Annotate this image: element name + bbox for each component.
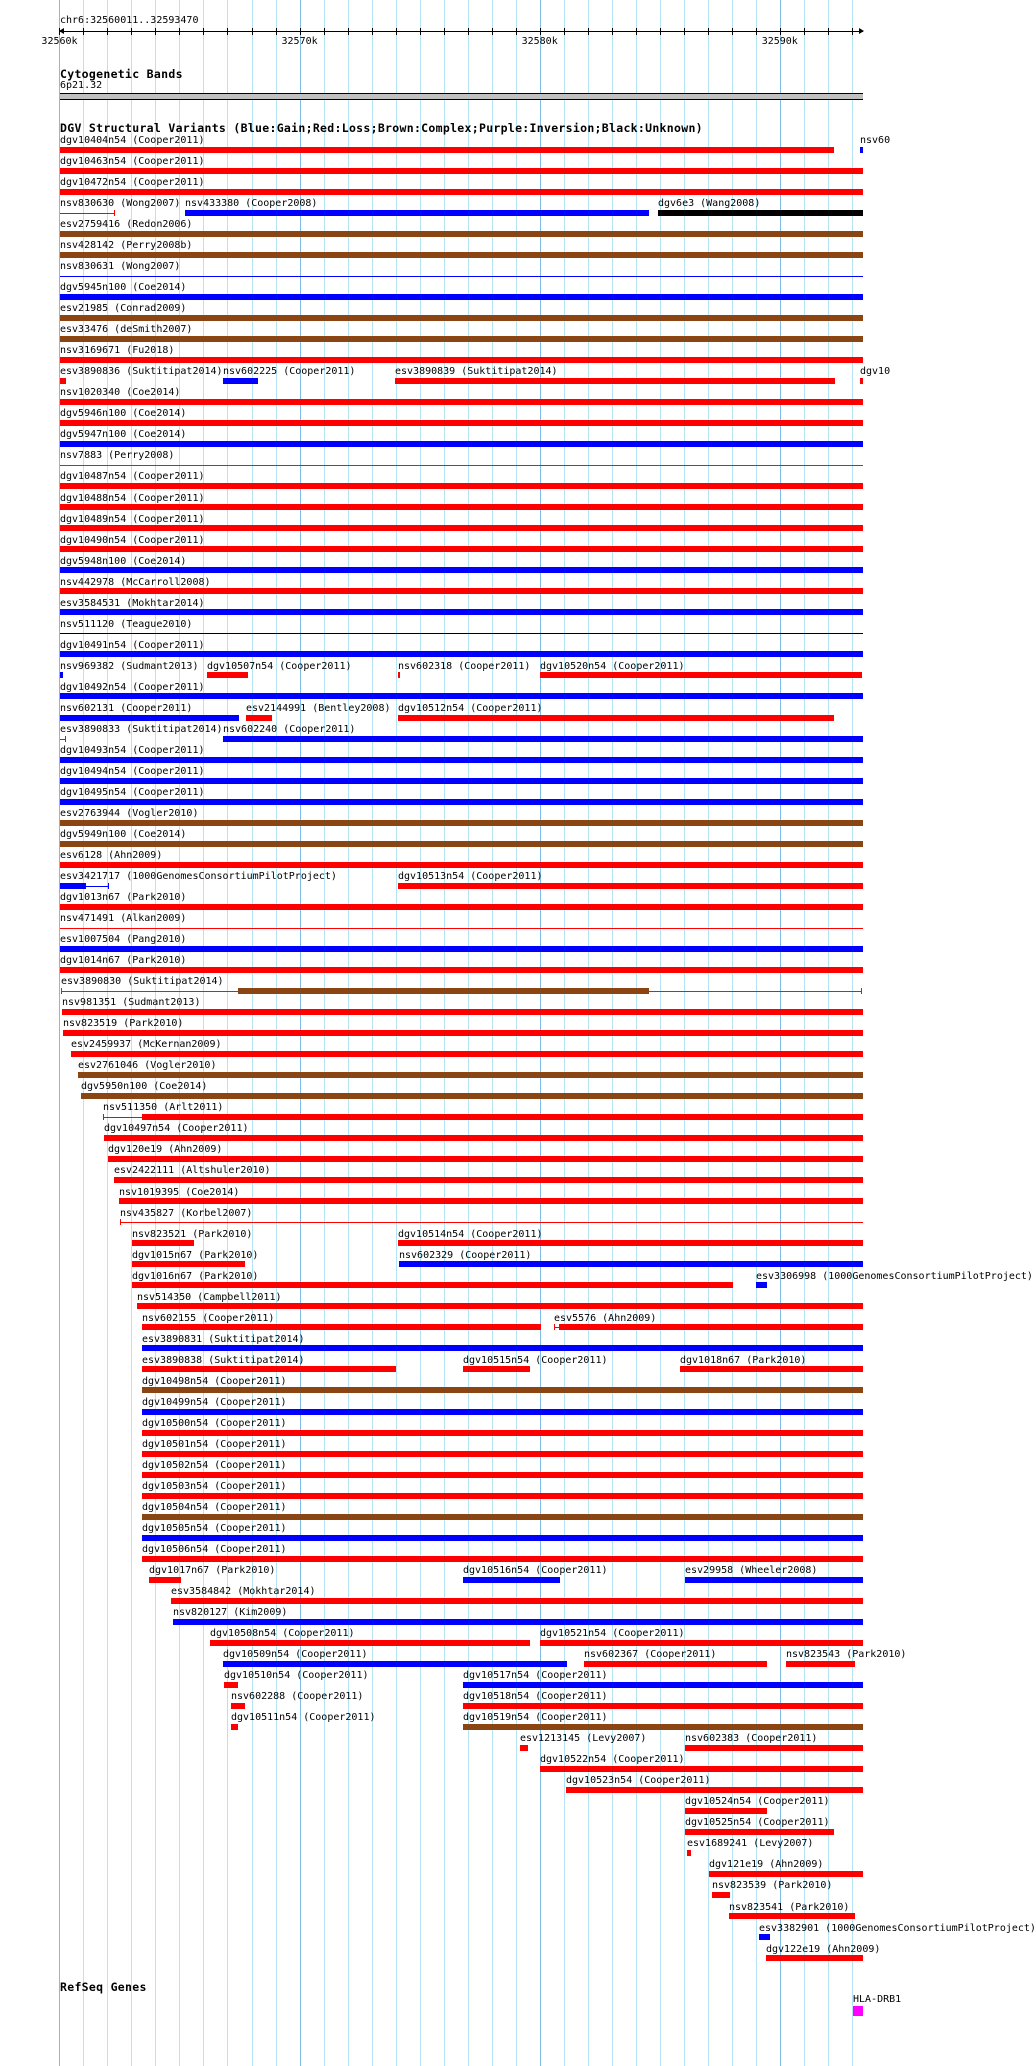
variant-bar[interactable]	[860, 147, 863, 153]
ruler-axis-line	[60, 31, 863, 32]
variant-bar[interactable]	[142, 1514, 863, 1520]
variant-label: dgv5948n100 (Coe2014)	[60, 555, 187, 567]
ruler-tick	[492, 28, 493, 35]
variant-label: dgv1018n67 (Park2010)	[680, 1354, 807, 1366]
variant-bar[interactable]	[60, 693, 863, 699]
variant-label: esv3890830 (Suktitipat2014)	[61, 976, 224, 988]
variant-label: dgv5950n100 (Coe2014)	[81, 1081, 208, 1093]
variant-bar[interactable]	[463, 1724, 863, 1730]
ruler-tick	[324, 28, 325, 35]
ruler-tick	[83, 28, 84, 35]
variant-label: dgv10488n54 (Cooper2011)	[60, 492, 205, 504]
variant-label: dgv10463n54 (Cooper2011)	[60, 156, 205, 168]
variant-bar[interactable]	[132, 1282, 733, 1288]
variant-label: nsv823539 (Park2010)	[712, 1880, 833, 1892]
location-label: chr6:32560011..32593470	[60, 15, 199, 26]
variant-bar[interactable]	[658, 210, 863, 216]
variant-label: dgv10404n54 (Cooper2011)	[60, 135, 205, 146]
variant-label: dgv10515n54 (Cooper2011)	[463, 1354, 608, 1366]
variant-label: nsv823519 (Park2010)	[63, 1018, 184, 1030]
gene-feature[interactable]	[853, 2006, 863, 2016]
variant-bar[interactable]	[60, 546, 863, 552]
variant-label: esv3306998 (1000GenomesConsortiumPilotProject)	[756, 1270, 1033, 1282]
variant-thin-line[interactable]	[60, 465, 863, 466]
variant-end-tick	[108, 883, 109, 889]
variant-bar[interactable]	[71, 1051, 863, 1057]
variant-label: esv3890838 (Suktitipat2014)	[142, 1354, 305, 1366]
cytoband-label: 6p21.32	[60, 80, 103, 91]
variant-label: dgv5945n100 (Coe2014)	[60, 282, 187, 294]
variant-label: dgv6e3 (Wang2008)	[658, 198, 761, 210]
variant-label: dgv1017n67 (Park2010)	[149, 1565, 276, 1577]
variant-end-tick	[61, 988, 62, 994]
variant-label: dgv10502n54 (Cooper2011)	[142, 1459, 287, 1471]
variant-bar[interactable]	[60, 231, 863, 237]
variant-bar[interactable]	[860, 378, 863, 384]
variant-bar[interactable]	[540, 1766, 863, 1772]
variant-label: dgv10490n54 (Cooper2011)	[60, 534, 205, 546]
variant-label: esv3890833 (Suktitipat2014)	[60, 723, 223, 735]
variant-label: dgv120e19 (Ahn2009)	[108, 1144, 223, 1156]
variant-bar[interactable]	[142, 1324, 541, 1330]
variant-bar[interactable]	[223, 736, 863, 742]
refseq-track-title: RefSeq Genes	[60, 1980, 147, 1994]
variant-bar[interactable]	[60, 147, 834, 153]
variant-label: dgv10491n54 (Cooper2011)	[60, 639, 205, 651]
ruler-tick	[420, 28, 421, 35]
variant-bar[interactable]	[463, 1703, 863, 1709]
ruler-tick-label: 32580k	[521, 36, 558, 47]
variant-label: dgv1015n67 (Park2010)	[132, 1249, 259, 1261]
variant-label: esv21985 (Conrad2009)	[60, 303, 187, 315]
variant-label: nsv471491 (Alkan2009)	[60, 913, 187, 925]
variant-bar[interactable]	[60, 820, 863, 826]
variant-bar[interactable]	[463, 1366, 530, 1372]
variant-label: esv2459937 (McKernan2009)	[71, 1039, 222, 1051]
ruler-tick	[828, 28, 829, 35]
variant-label: nsv428142 (Perry2008b)	[60, 240, 193, 252]
variant-label: esv2761046 (Vogler2010)	[78, 1060, 217, 1072]
variant-label: dgv10504n54 (Cooper2011)	[142, 1501, 287, 1513]
variant-bar[interactable]	[756, 1282, 767, 1288]
variant-bar[interactable]	[709, 1871, 863, 1877]
variant-bar[interactable]	[142, 1114, 863, 1120]
variant-label: nsv435827 (Korbel2007)	[120, 1207, 253, 1219]
ruler-tick	[372, 28, 373, 35]
variant-bar[interactable]	[398, 883, 863, 889]
variant-bar[interactable]	[104, 1135, 863, 1141]
variant-label: nsv442978 (McCarroll2008)	[60, 576, 211, 588]
variant-bar[interactable]	[60, 336, 863, 342]
variant-label: nsv514350 (Campbell2011)	[137, 1291, 282, 1303]
variant-label: dgv10514n54 (Cooper2011)	[398, 1228, 543, 1240]
variant-bar[interactable]	[60, 778, 863, 784]
variant-label: esv3382901 (1000GenomesConsortiumPilotProject)	[759, 1922, 1036, 1934]
variant-label: dgv5949n100 (Coe2014)	[60, 828, 187, 840]
variant-label: nsv830630 (Wong2007)	[60, 198, 181, 210]
variant-label: dgv10525n54 (Cooper2011)	[685, 1817, 830, 1829]
variant-bar[interactable]	[60, 483, 863, 489]
variant-label: dgv10489n54 (Cooper2011)	[60, 513, 205, 525]
variant-bar[interactable]	[60, 757, 863, 763]
variant-bar[interactable]	[60, 441, 863, 447]
variant-bar[interactable]	[60, 504, 863, 510]
variant-label: dgv5947n100 (Coe2014)	[60, 429, 187, 441]
variant-bar[interactable]	[63, 1030, 863, 1036]
variant-bar[interactable]	[60, 799, 863, 805]
variant-label: nsv602367 (Cooper2011)	[584, 1649, 717, 1661]
variant-bar[interactable]	[60, 294, 863, 300]
variant-label: nsv602225 (Cooper2011)	[223, 366, 356, 378]
variant-bar[interactable]	[712, 1892, 730, 1898]
variant-bar[interactable]	[137, 1303, 863, 1309]
ruler-tick	[179, 28, 180, 35]
variant-bar[interactable]	[60, 189, 863, 195]
variant-label: nsv1020340 (Coe2014)	[60, 387, 181, 399]
variant-bar[interactable]	[60, 967, 863, 973]
variant-bar[interactable]	[759, 1934, 769, 1940]
variant-bar[interactable]	[142, 1345, 863, 1351]
variant-thin-line[interactable]	[120, 1222, 863, 1223]
variant-bar[interactable]	[60, 588, 863, 594]
variant-label: esv3890836 (Suktitipat2014)	[60, 366, 223, 378]
variant-end-tick	[554, 1324, 555, 1330]
variant-bar[interactable]	[142, 1535, 863, 1541]
variant-label: esv3421717 (1000GenomesConsortiumPilotProject)	[60, 871, 337, 883]
variant-thin-line[interactable]	[60, 213, 115, 214]
variant-label: dgv10500n54 (Cooper2011)	[142, 1417, 287, 1429]
variant-label: nsv602131 (Cooper2011)	[60, 702, 193, 714]
variant-end-tick	[861, 988, 862, 994]
cytoband-bar[interactable]	[60, 93, 863, 100]
variant-bar[interactable]	[149, 1577, 181, 1583]
variant-label: dgv10516n54 (Cooper2011)	[463, 1565, 608, 1577]
variant-bar[interactable]	[60, 904, 863, 910]
variant-bar[interactable]	[60, 567, 863, 573]
variant-label: dgv10498n54 (Cooper2011)	[142, 1375, 287, 1387]
variant-label: dgv10497n54 (Cooper2011)	[104, 1123, 249, 1135]
ruler-tick	[468, 28, 469, 35]
ruler-tick	[227, 28, 228, 35]
ruler-tick	[252, 28, 253, 35]
variant-bar[interactable]	[173, 1619, 863, 1625]
ruler-tick	[131, 28, 132, 35]
variant-label: dgv10517n54 (Cooper2011)	[463, 1670, 608, 1682]
variant-label: esv1689241 (Levy2007)	[687, 1838, 814, 1850]
variant-label: dgv10501n54 (Cooper2011)	[142, 1438, 287, 1450]
variant-bar[interactable]	[142, 1451, 863, 1457]
variant-thin-line[interactable]	[60, 276, 863, 277]
variant-label: dgv10503n54 (Cooper2011)	[142, 1480, 287, 1492]
variant-bar[interactable]	[540, 1640, 863, 1646]
variant-label: esv2763944 (Vogler2010)	[60, 807, 199, 819]
variant-label: dgv10506n54 (Cooper2011)	[142, 1544, 287, 1555]
variant-label: esv3890831 (Suktitipat2014)	[142, 1333, 305, 1345]
variant-bar[interactable]	[766, 1955, 863, 1961]
ruler-tick	[804, 28, 805, 35]
ruler-tick	[300, 28, 301, 35]
ruler-tick	[276, 28, 277, 35]
ruler-tick	[59, 28, 60, 35]
variant-bar[interactable]	[210, 1640, 530, 1646]
variant-label: dgv10507n54 (Cooper2011)	[207, 660, 352, 672]
gene-label: HLA-DRB1	[853, 1994, 902, 2005]
variant-label: esv2759416 (Redon2006)	[60, 219, 193, 231]
variant-bar[interactable]	[60, 841, 863, 847]
variant-bar[interactable]	[60, 609, 863, 615]
variant-label: nsv60	[860, 135, 891, 146]
variant-bar[interactable]	[559, 1324, 863, 1330]
variant-label: nsv602318 (Cooper2011)	[398, 660, 531, 672]
ruler-tick	[636, 28, 637, 35]
variant-bar[interactable]	[60, 378, 66, 384]
variant-bar[interactable]	[680, 1366, 863, 1372]
variant-label: nsv433380 (Cooper2008)	[185, 198, 318, 210]
ruler-right-arrow-icon	[859, 28, 864, 34]
variant-label: nsv1019395 (Coe2014)	[119, 1186, 240, 1198]
variant-bar[interactable]	[395, 378, 835, 384]
ruler-tick	[708, 28, 709, 35]
variant-bar[interactable]	[399, 1261, 863, 1267]
variant-label: dgv10524n54 (Cooper2011)	[685, 1796, 830, 1808]
variant-label: dgv10510n54 (Cooper2011)	[224, 1670, 369, 1682]
variant-thin-line[interactable]	[60, 633, 863, 634]
variant-bar[interactable]	[398, 715, 834, 721]
variant-bar[interactable]	[60, 672, 63, 678]
ruler-tick-label: 32570k	[281, 36, 318, 47]
ruler-tick	[155, 28, 156, 35]
variant-bar[interactable]	[142, 1409, 863, 1415]
variant-label: nsv3169671 (Fu2018)	[60, 345, 175, 357]
ruler-tick	[780, 28, 781, 35]
variant-label: dgv10509n54 (Cooper2011)	[223, 1649, 368, 1661]
variant-bar[interactable]	[108, 1156, 863, 1162]
ruler-tick	[732, 28, 733, 35]
variant-label: esv1213145 (Levy2007)	[520, 1733, 647, 1745]
ruler-tick	[588, 28, 589, 35]
variant-label: esv2144991 (Bentley2008)	[246, 702, 391, 714]
variant-bar[interactable]	[231, 1724, 238, 1730]
variant-bar[interactable]	[520, 1745, 527, 1751]
variant-bar[interactable]	[60, 715, 239, 721]
variant-bar[interactable]	[142, 1366, 396, 1372]
variant-label: esv3584531 (Mokhtar2014)	[60, 597, 205, 609]
variant-bar[interactable]	[463, 1682, 863, 1688]
ruler-tick-label: 32590k	[761, 36, 798, 47]
ruler-tick	[660, 28, 661, 35]
variant-bar[interactable]	[60, 315, 863, 321]
variant-label: nsv511350 (Arlt2011)	[103, 1102, 224, 1114]
ruler-tick	[203, 28, 204, 35]
variant-bar[interactable]	[142, 1556, 863, 1562]
variant-label: dgv10519n54 (Cooper2011)	[463, 1712, 608, 1724]
variant-bar[interactable]	[60, 946, 863, 952]
variant-end-tick	[65, 736, 66, 742]
variant-label: dgv5946n100 (Coe2014)	[60, 408, 187, 420]
variant-label: dgv1014n67 (Park2010)	[60, 955, 187, 967]
variant-label: nsv602240 (Cooper2011)	[223, 723, 356, 735]
variant-label: dgv1016n67 (Park2010)	[132, 1270, 259, 1282]
variant-label: nsv830631 (Wong2007)	[60, 261, 181, 273]
cytoband-track-title: Cytogenetic Bands	[60, 67, 183, 81]
variant-thin-line[interactable]	[60, 928, 863, 929]
ruler-tick	[396, 28, 397, 35]
variant-label: esv3890839 (Suktitipat2014)	[395, 366, 558, 378]
variant-label: dgv10492n54 (Cooper2011)	[60, 681, 205, 693]
variant-label: dgv10495n54 (Cooper2011)	[60, 786, 205, 798]
variant-bar[interactable]	[132, 1261, 245, 1267]
variant-label: dgv10508n54 (Cooper2011)	[210, 1628, 355, 1640]
variant-label: dgv1013n67 (Park2010)	[60, 892, 187, 904]
variant-bar[interactable]	[142, 1387, 863, 1393]
variant-bar[interactable]	[60, 357, 863, 363]
variant-label: esv33476 (deSmith2007)	[60, 324, 193, 336]
variant-bar[interactable]	[132, 1240, 194, 1246]
variant-label: dgv10512n54 (Cooper2011)	[398, 702, 543, 714]
variant-label: nsv602383 (Cooper2011)	[685, 1733, 818, 1745]
variant-bar[interactable]	[60, 862, 863, 868]
variant-bar[interactable]	[142, 1430, 863, 1436]
variant-label: nsv820127 (Kim2009)	[173, 1607, 288, 1619]
variant-label: nsv969382 (Sudmant2013)	[60, 660, 199, 672]
variant-bar[interactable]	[238, 988, 649, 994]
variant-bar[interactable]	[114, 1177, 863, 1183]
variant-bar[interactable]	[119, 1198, 863, 1204]
variant-bar[interactable]	[463, 1577, 560, 1583]
variant-label: dgv10518n54 (Cooper2011)	[463, 1691, 608, 1703]
variant-bar[interactable]	[685, 1745, 863, 1751]
variant-label: dgv10505n54 (Cooper2011)	[142, 1522, 287, 1534]
variant-bar[interactable]	[584, 1661, 766, 1667]
variant-bar[interactable]	[60, 651, 863, 657]
variant-bar[interactable]	[685, 1808, 766, 1814]
variant-bar[interactable]	[566, 1787, 863, 1793]
variant-label: dgv10520n54 (Cooper2011)	[540, 660, 685, 672]
ruler-tick	[564, 28, 565, 35]
variant-label: dgv121e19 (Ahn2009)	[709, 1859, 824, 1871]
variant-label: esv1007504 (Pang2010)	[60, 934, 187, 946]
variant-bar[interactable]	[185, 210, 649, 216]
variant-label: dgv10472n54 (Cooper2011)	[60, 177, 205, 189]
variant-bar[interactable]	[223, 1661, 567, 1667]
variant-end-tick	[120, 1219, 121, 1225]
variant-bar[interactable]	[60, 420, 863, 426]
variant-bar[interactable]	[398, 672, 400, 678]
variant-label: esv5576 (Ahn2009)	[554, 1312, 657, 1324]
ruler-tick	[348, 28, 349, 35]
variant-bar[interactable]	[223, 378, 258, 384]
variant-bar[interactable]	[246, 715, 272, 721]
ruler-tick	[684, 28, 685, 35]
variant-bar[interactable]	[78, 1072, 863, 1078]
variant-bar[interactable]	[142, 1472, 863, 1478]
variant-bar[interactable]	[60, 168, 863, 174]
variant-label: nsv602155 (Cooper2011)	[142, 1312, 275, 1324]
variant-label: dgv10	[860, 366, 891, 378]
variant-bar[interactable]	[224, 1682, 238, 1688]
variant-bar[interactable]	[207, 672, 248, 678]
variant-label: esv6128 (Ahn2009)	[60, 850, 163, 862]
variant-label: dgv10511n54 (Cooper2011)	[231, 1712, 376, 1724]
variant-bar[interactable]	[398, 1240, 863, 1246]
variant-label: dgv10521n54 (Cooper2011)	[540, 1628, 685, 1640]
variant-label: dgv10522n54 (Cooper2011)	[540, 1754, 685, 1766]
variant-label: nsv823543 (Park2010)	[786, 1649, 907, 1661]
variant-bar[interactable]	[60, 525, 863, 531]
variant-end-tick	[103, 1114, 104, 1120]
variant-label: nsv602288 (Cooper2011)	[231, 1691, 364, 1703]
variant-label: dgv10487n54 (Cooper2011)	[60, 471, 205, 483]
variant-label: dgv10494n54 (Cooper2011)	[60, 765, 205, 777]
variant-label: nsv511120 (Teague2010)	[60, 618, 193, 630]
variant-bar[interactable]	[231, 1703, 245, 1709]
variant-bar[interactable]	[540, 672, 861, 678]
variant-label: nsv823521 (Park2010)	[132, 1228, 253, 1240]
variant-bar[interactable]	[171, 1598, 863, 1604]
variant-bar[interactable]	[685, 1829, 834, 1835]
ruler-tick	[444, 28, 445, 35]
ruler-tick	[107, 28, 108, 35]
variant-bar[interactable]	[81, 1093, 863, 1099]
variant-end-tick	[114, 210, 115, 216]
variant-bar[interactable]	[62, 1009, 863, 1015]
variant-label: esv2422111 (Altshuler2010)	[114, 1165, 271, 1177]
variant-bar[interactable]	[729, 1913, 855, 1919]
variant-bar[interactable]	[685, 1577, 863, 1583]
ruler-tick	[516, 28, 517, 35]
variant-label: dgv10513n54 (Cooper2011)	[398, 871, 543, 883]
ruler-tick	[852, 28, 853, 35]
variant-bar[interactable]	[687, 1850, 691, 1856]
ruler-tick	[540, 28, 541, 35]
variant-bar[interactable]	[60, 399, 863, 405]
variant-label: esv29958 (Wheeler2008)	[685, 1565, 818, 1577]
variant-bar[interactable]	[142, 1493, 863, 1499]
variant-label: dgv10493n54 (Cooper2011)	[60, 744, 205, 756]
variant-label: dgv122e19 (Ahn2009)	[766, 1943, 881, 1955]
variant-label: dgv10499n54 (Cooper2011)	[142, 1396, 287, 1408]
variant-label: nsv823541 (Park2010)	[729, 1901, 850, 1913]
variant-bar[interactable]	[60, 883, 86, 889]
variant-label: nsv981351 (Sudmant2013)	[62, 997, 201, 1009]
ruler-tick	[756, 28, 757, 35]
variant-bar[interactable]	[786, 1661, 855, 1667]
variant-label: esv3584842 (Mokhtar2014)	[171, 1586, 316, 1598]
ruler-tick	[612, 28, 613, 35]
dgv-track-title: DGV Structural Variants (Blue:Gain;Red:Loss;Brown:Complex;Purple:Inversion;Black:Unknown)	[60, 121, 703, 135]
ruler-tick-label: 32560k	[41, 36, 78, 47]
variant-label: nsv602329 (Cooper2011)	[399, 1249, 532, 1261]
variant-label: dgv10523n54 (Cooper2011)	[566, 1775, 711, 1787]
variant-bar[interactable]	[60, 252, 863, 258]
variant-label: nsv7883 (Perry2008)	[60, 450, 175, 462]
